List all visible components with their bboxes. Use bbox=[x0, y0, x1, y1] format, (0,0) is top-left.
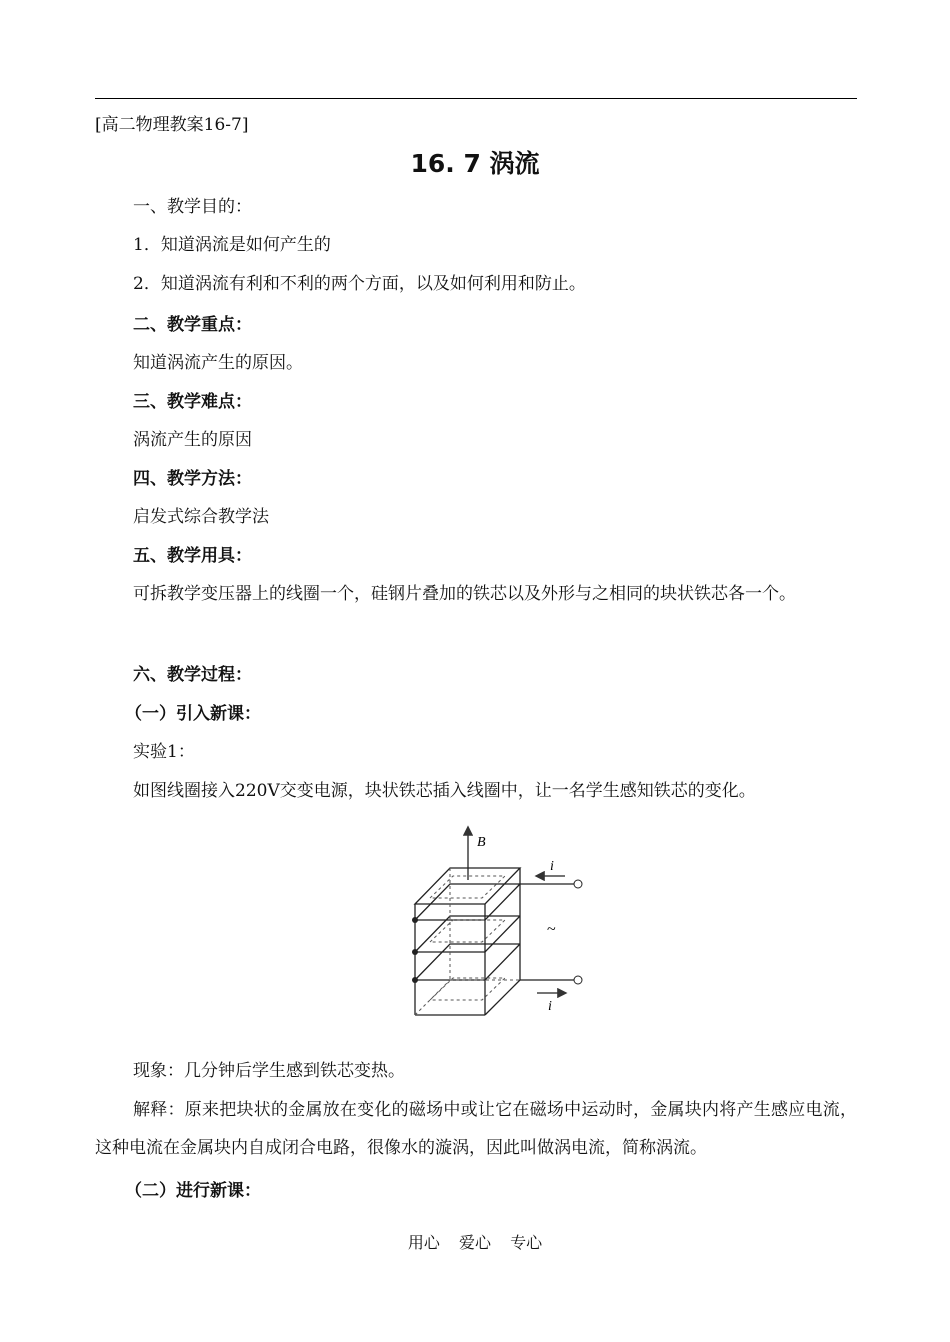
subsection-heading: （一）引入新课： bbox=[125, 704, 261, 724]
label-i-top: i bbox=[550, 859, 554, 874]
list-item: 2．知道涡流有利和不利的两个方面，以及如何利用和防止。 bbox=[133, 274, 586, 294]
list-item: 1．知道涡流是如何产生的 bbox=[133, 235, 331, 255]
text-line: 知道涡流产生的原因。 bbox=[133, 353, 303, 373]
section-heading: 一、教学目的： bbox=[133, 197, 252, 217]
text-line: 现象：几分钟后学生感到铁芯变热。 bbox=[133, 1061, 405, 1081]
text-line: 实验1： bbox=[133, 742, 195, 762]
section-heading: 六、教学过程： bbox=[133, 665, 252, 685]
paragraph: 可拆教学变压器上的线圈一个，硅钢片叠加的铁芯以及外形与之相同的块状铁芯各一个。 bbox=[133, 584, 796, 604]
label-ac: ~ bbox=[547, 921, 556, 938]
section-heading: 三、教学难点： bbox=[133, 392, 252, 412]
paragraph: 解释：原来把块状的金属放在变化的磁场中或让它在磁场中运动时，金属块内将产生感应电流，这种电流在金属块内自成闭合电路，很像水的漩涡，因此叫做涡电流，简称涡流。 bbox=[95, 1100, 857, 1158]
section-heading: 四、教学方法： bbox=[133, 469, 252, 489]
label-B: B bbox=[477, 835, 486, 850]
label-i-bottom: i bbox=[548, 999, 552, 1014]
header-rule bbox=[95, 98, 857, 99]
subsection-heading: （二）进行新课： bbox=[125, 1181, 261, 1201]
page-footer: 用心 爱心 专心 bbox=[407, 1233, 543, 1252]
page-title: 16. 7 涡流 bbox=[410, 149, 540, 178]
doc-header: [高二物理教案16-7] bbox=[95, 115, 249, 135]
text-line: 启发式综合教学法 bbox=[133, 507, 269, 527]
text-line: 如图线圈接入220V交变电源，块状铁芯插入线圈中，让一名学生感知铁芯的变化。 bbox=[133, 781, 756, 801]
eddy-current-figure bbox=[395, 820, 595, 1030]
section-heading: 二、教学重点： bbox=[133, 315, 252, 335]
section-heading: 五、教学用具： bbox=[133, 546, 252, 566]
text-line: 涡流产生的原因 bbox=[133, 430, 252, 450]
